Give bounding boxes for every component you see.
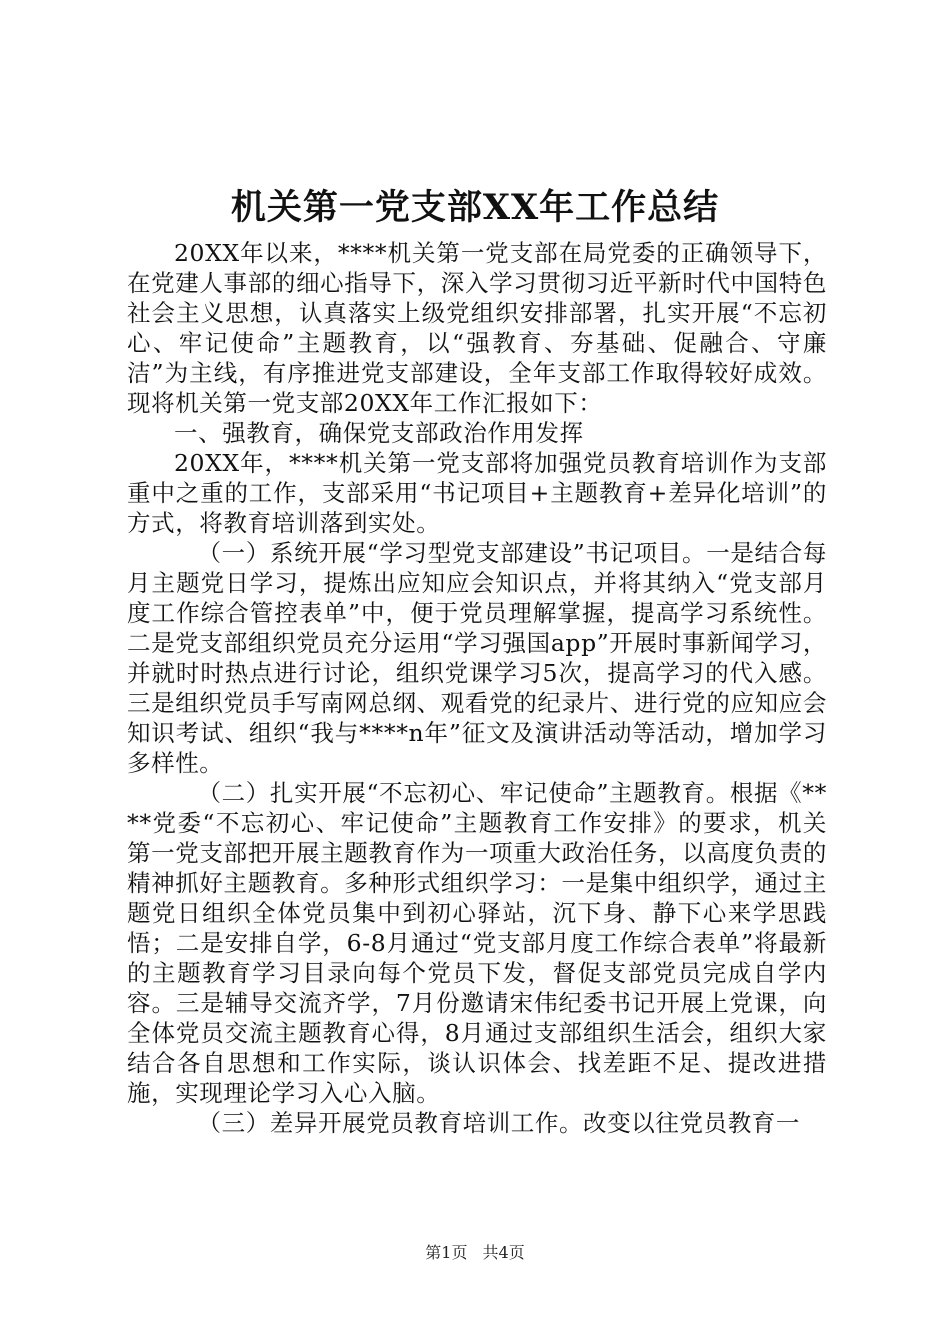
page-footer — [0, 1242, 950, 1264]
subsection-paragraph-2: （二）扎实开展“不忘初心、牢记使命”主题教育。根据《****党委“不忘初心、牢记使命”主题教育工作安排》的要求，机关第一党支部把开展主题教育作为一项重大政治任务，以高度负责的精神抓好主题教育。多种形式组织学习：一是集中组织学，通过主题党日组织全体党员集中到初心驿站，沉下身、静下心来学思践悟；二是安排自学，6-8月通过“党支部月度工作综合表单”将最新的主题教育学习目录向每个党员下发，督促支部党员完成自学内容。三是辅导交流齐学，7月份邀请宋伟纪委书记开展上党课，向全体党员交流主题教育心得，8月通过支部组织生活会，组织大家结合各自思想和工作实际，谈认识体会、找差距不足、提改进措施，实现理论学习入心入脑。 — [127, 779, 827, 1107]
intro-paragraph: 20XX年以来，****机关第一党支部在局党委的正确领导下，在党建人事部的细心指导下，深入学习贯彻习近平新时代中国特色社会主义思想，认真落实上级党组织安排部署，扎实开展“不忘初心、牢记使命”主题教育，以“强教育、夯基础、促融合、守廉洁”为主线，有序推进党支部建设，全年支部工作取得较好成效。现将机关第一党支部20XX年工作汇报如下： — [127, 239, 827, 417]
document-body — [127, 238, 827, 1138]
page-number: 第1页 — [425, 1243, 468, 1262]
subsection-paragraph-3: （三）差异开展党员教育培训工作。改变以往党员教育一 — [197, 1109, 800, 1137]
section-paragraph: 20XX年，****机关第一党支部将加强党员教育培训作为支部重中之重的工作，支部采用“书记项目+主题教育+差异化培训”的方式，将教育培训落到实处。 — [127, 449, 827, 537]
section-heading: 一、强教育，确保党支部政治作用发挥 — [174, 419, 584, 447]
subsection-paragraph-1: （一）系统开展“学习型党支部建设”书记项目。一是结合每月主题党日学习，提炼出应知应会知识点，并将其纳入“党支部月度工作综合管控表单”中，便于党员理解掌握，提高学习系统性。二是党支部组织党员充分运用“学习强国app”开展时事新闻学习，并就时时热点进行讨论，组织党课学习5次，提高学习的代入感。三是组织党员手写南网总纲、观看党的纪录片、进行党的应知应会知识考试、组织“我与****n年”征文及演讲活动等活动，增加学习多样性。 — [127, 539, 827, 777]
document-title: 机关第一党支部XX年工作总结 — [230, 187, 720, 228]
page-total: 共4页 — [482, 1243, 525, 1262]
